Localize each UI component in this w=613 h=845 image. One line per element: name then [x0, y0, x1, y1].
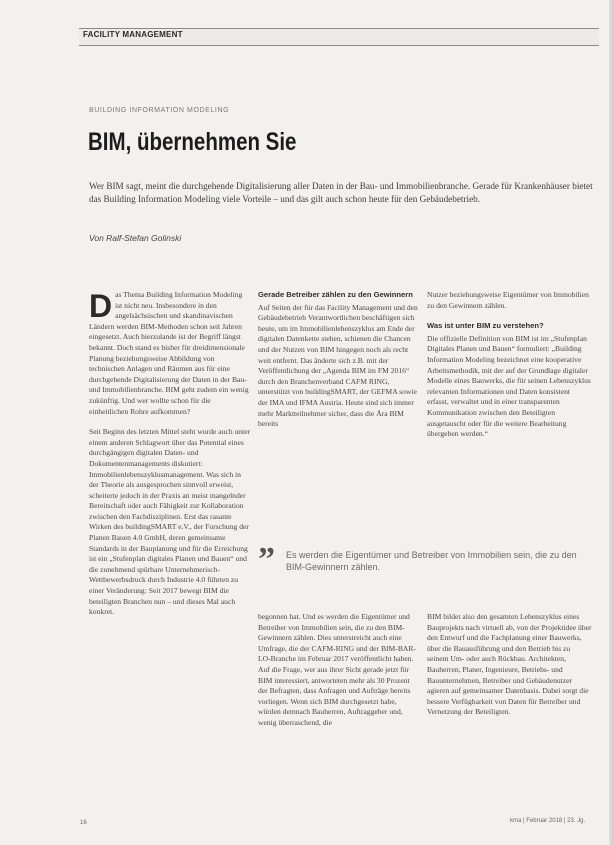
text-column-2-top	[258, 290, 418, 440]
article-kicker: BUILDING INFORMATION MODELING	[89, 107, 230, 114]
article-byline: Von Ralf-Stefan Golinski	[89, 233, 182, 243]
column-3-paragraph-1: Nutzer beziehungsweise Eigentümer von Immobilien zu den Gewinnern zählen.	[427, 290, 589, 310]
text-column-3-top	[427, 290, 592, 450]
article-title: BIM, übernehmen Sie	[88, 128, 297, 156]
quote-mark-icon: ”	[258, 541, 275, 578]
section-label: FACILITY MANAGEMENT	[83, 30, 183, 39]
text-column-3-bottom	[427, 612, 592, 728]
pull-quote	[258, 541, 598, 585]
pull-quote-text: Es werden die Eigentümer und Betreiber von Immobilien sein, die zu den BIM-Gewinnern zählen.	[286, 550, 577, 572]
article-lead: Wer BIM sagt, meint die durchgehende Digitalisierung aller Daten in der Bau- und Immobilienbranche. Gerade für Krankenhäuser bietet das Building Information Modeling viele Vorteile – und das gilt auch schon heute für den Gebäudebetrieb.	[89, 181, 593, 204]
page-number: 16	[80, 820, 87, 826]
column-3-paragraph-3: BIM bildet also den gesamten Lebenszyklus eines Bauprojekts nach virtuell ab, von der Projektidee über den Entwurf und die Fachplanung einer Bauwerks, über die Bauausführung und den Betrieb bis zu seinem Um- oder auch Rückbau. Architekten, Bauherren, Planer, Ingenieure, Betriebs- und Bauunternehmen, Betreiber und Gebäudenutzer agieren auf gemeinsamer Datenbasis. Dabei sorgt die bessere Verfügbarkeit von Daten für Betreiber und Vernetzung der Beteiligten.	[427, 612, 592, 717]
column-3-paragraph-2: Die offizielle Definition von BIM ist im „Stufenplan Digitales Planen und Bauen“ formuliert: „Building Information Modeling bezeichnet eine kooperative Arbeitsmethodik, mit der auf der Grundlage digitaler Modelle eines Bauwerks, die für seinen Lebenszyklus relevanten Informationen und Daten konsistent erfasst, verwaltet und in einer transparenten Kommunikation zwischen den Beteiligten ausgetauscht oder für die weitere Bearbeitung übergeben werden.“	[427, 333, 591, 439]
column-2-paragraph-2: begonnen hat. Und es werden die Eigentümer und Betreiber von Immobilien sein, die zu den BIM-Gewinnern zählen. Dies unterstreicht auch eine Umfrage, die der CAFM-RING und der BIM-BAR-LO-Branche im Februar 2017 veröffentlicht haben. Auf die Frage, wer aus ihrer Sicht gerade jetzt für BIM interessiert, antworteten mehr als 30 Prozent der Befragten, dass Anfragen und Aufträge bereits vorliegen. Wenn sich BIM durchgesetzt habe, würden demnach Bauherren, Auftraggeber und, wenig überraschend, die	[258, 612, 416, 727]
page-edge-shadow	[609, 0, 613, 845]
column-2-subheading: Gerade Betreiber zählen zu den Gewinnern	[258, 290, 413, 299]
issue-info: kma | Februar 2018 | 23. Jg.	[510, 818, 586, 824]
drop-cap: D	[89, 288, 113, 324]
text-column-1	[89, 290, 251, 628]
section-header-bar	[79, 28, 599, 46]
column-1-paragraph-2: Seit Beginn des letzten Mittel steht wurde auch unter einem anderen Schlagwort über das Potential eines durchgängigen digitalen Daten- und Dokumentenmanagements diskutiert: Immobilienlebenszyklusmanagement. Was sich in der Theorie als ausgesprochen sinnvoll erweist, scheiterte jedoch in der Praxis an meist mangelnder Bereitschaft oder auch Fähigkeit zur Kollaboration zwischen den Fachdisziplinen. Erst das rasante Wirken des buildingSMART e.V., der Forschung der Planen Bauen 4.0 GmbH, deren gemeinsame Standards in der Bauplanung und für die Erreichung ist ein „Stufenplan digitales Planen und Bauen“ und die zunehmend spürbare Unternehmerisch-Wettbewerbsdruck durch Industrie 4.0 führten zu einer Veränderung: Seit 2017 bewegt BIM die beteiligten Branchen nun – und dieses Mal auch konkret.	[89, 427, 251, 617]
text-column-2-bottom	[258, 612, 418, 739]
column-3-subheading: Was ist unter BIM zu verstehen?	[427, 321, 544, 331]
column-1-paragraph-1: Das Thema Building Information Modeling ist nicht neu. Insbesondere in den angelsächsischen und skandinavischen Ländern werden BIM-Methoden schon seit Jahren eingesetzt. Auch hierzulande ist der Begriff längst bekannt. Doch stand es bisher für dreidimensionale Planung beziehungsweise Abbildung von technischen Anlagen und Räumen aus für eine durchgehende Digitalisierung der Daten in der Bau- und Immobilienbranche. BIM geht zudem ein wenig zukünftig. Und wer wollte schon für die einheitlichen Rohre aufkommen?	[89, 288, 249, 416]
column-2-paragraph-1: Auf Seiten der für das Facility Management und den Gebäudebetrieb Verantwortlichen beschäftigen sich heute, um im Immobilienlebenszyklus am Ende der digitalen Datenkette stehen, schienen die Chancen und der Nutzen von BIM hingegen noch als recht weit entfernt. Das änderte sich z.B. mit der Veröffentlichung der „Agenda BIM im FM 2016“ durch den Branchenverband CAFM RING, unterstützt von buildingSMART, der GEFMA sowie der IMA und IFMA Austria. Heute sind sich immer mehr Marktteilnehmer sicher, dass die Ära BIM bereits	[258, 302, 418, 429]
